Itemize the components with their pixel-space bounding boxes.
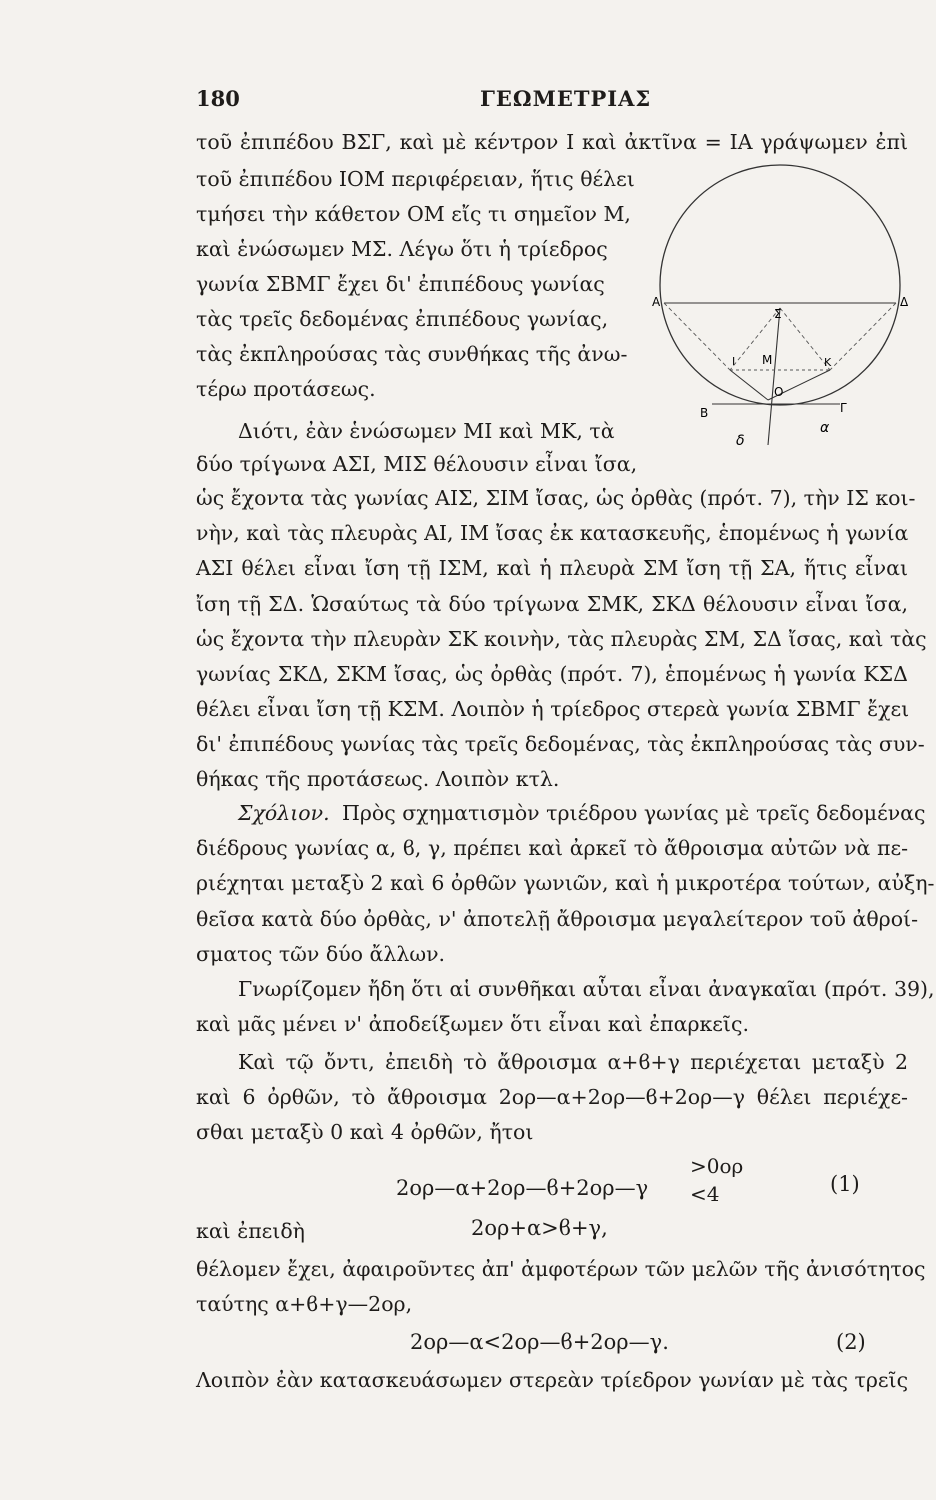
text-line: σματος τῶν δύο ἄλλων.	[196, 942, 446, 966]
text-line: δύο τρίγωνα ΑΣΙ, ΜΙΣ θέλουσιν εἶναι ἴσα,	[196, 452, 638, 476]
text-line: τμήσει τὴν κάθετον ΟΜ εἴς τι σημεῖον Μ,	[196, 202, 631, 226]
label-alpha: α	[820, 420, 830, 436]
text-line: καὶ ἐπειδὴ	[196, 1219, 305, 1243]
geometric-figure	[650, 160, 910, 460]
text-line: ἴση τῇ ΣΔ. Ὡσαύτως τὰ δύο τρίγωνα ΣΜΚ, ΣΚΔ θέλουσιν εἶναι ἴσα,	[196, 592, 908, 616]
text-line: ΑΣΙ θέλει εἶναι ἴση τῇ ΙΣΜ, καὶ ἡ πλευρὰ ΣΜ ἴση τῇ ΣΑ, ἥτις εἶναι	[196, 556, 908, 580]
equation-1-upper: >0ορ	[690, 1154, 744, 1178]
vertical-line	[768, 308, 780, 445]
circle	[660, 165, 900, 405]
text-line: σθαι μεταξὺ 0 καὶ 4 ὀρθῶν, ἤτοι	[196, 1120, 534, 1144]
text-line: νὴν, καὶ τὰς πλευρὰς ΑΙ, ΙΜ ἴσας ἐκ κατασκευῆς, ἑπομένως ἡ γωνία	[196, 521, 909, 545]
text-line: τὰς ἐκπληρούσας τὰς συνθήκας τῆς ἀνω-	[196, 342, 628, 366]
dashed-line	[664, 303, 730, 370]
text-line: ὡς ἔχοντα τὴν πλευρὰν ΣΚ κοινὴν, τὰς πλευρὰς ΣΜ, ΣΔ ἴσας, καὶ τὰς	[196, 627, 927, 651]
scholion-label: Σχόλιον.	[238, 801, 330, 825]
text-line: τοῦ ἐπιπέδου ΙΟΜ περιφέρειαν, ἥτις θέλει	[196, 167, 635, 191]
text-line: θεῖσα κατὰ δύο ὀρθὰς, ν' ἀποτελῇ ἄθροισμα μεγαλείτερον τοῦ ἀθροί-	[196, 907, 919, 931]
text-line: ταύτης α+ϐ+γ—2ορ,	[196, 1292, 413, 1316]
text-line: θήκας τῆς προτάσεως. Λοιπὸν κτλ.	[196, 767, 560, 791]
text-line: ριέχηται μεταξὺ 2 καὶ 6 ὀρθῶν γωνιῶν, καὶ ἡ μικροτέρα τούτων, αὐξη-	[196, 871, 935, 895]
dashed-line	[730, 308, 780, 370]
page-number: 180	[196, 86, 240, 111]
text-line: διέδρους γωνίας α, ϐ, γ, πρέπει καὶ ἀρκεῖ τὸ ἄθροισμα αὐτῶν νὰ πε-	[196, 836, 908, 860]
label-delta: δ	[736, 433, 745, 449]
text-line: Πρὸς σχηματισμὸν τριέδρου γωνίας μὲ τρεῖς δεδομένας	[342, 801, 926, 825]
text-line: τὰς τρεῖς δεδομένας ἐπιπέδους γωνίας,	[196, 307, 609, 331]
text-line: Καὶ τῷ ὄντι, ἐπειδὴ τὸ ἄθροισμα α+ϐ+γ περιέχεται μεταξὺ 2	[238, 1050, 908, 1074]
text-line: καὶ ἑνώσωμεν ΜΣ. Λέγω ὅτι ἡ τρίεδρος	[196, 237, 608, 261]
label-i: Ι	[732, 355, 736, 368]
text-line: γωνία ΣΒΜΓ ἔχει δι' ἐπιπέδους γωνίας	[196, 272, 605, 296]
text-line: Λοιπὸν ἐὰν κατασκευάσωμεν στερεὰν τρίεδρον γωνίαν μὲ τὰς τρεῖς	[196, 1368, 909, 1392]
equation-1-number: (1)	[830, 1172, 860, 1196]
text-line: γωνίας ΣΚΔ, ΣΚΜ ἴσας, ὡς ὀρθὰς (πρότ. 7), ἑπομένως ἡ γωνία ΚΣΔ	[196, 662, 908, 686]
label-m: Μ	[762, 353, 773, 367]
text-line: καὶ μᾶς μένει ν' ἀποδείξωμεν ὅτι εἶναι καὶ ἐπαρκεῖς.	[196, 1012, 749, 1036]
dashed-line	[830, 303, 896, 370]
label-g: Γ	[840, 401, 847, 415]
text-line: δι' ἐπιπέδους γωνίας τὰς τρεῖς δεδομένας, τὰς ἐκπληρούσας τὰς συν-	[196, 732, 925, 756]
text-line: θέλει εἶναι ἴση τῇ ΚΣΜ. Λοιπὸν ἡ τρίεδρος στερεὰ γωνία ΣΒΜΓ ἔχει	[196, 697, 910, 721]
running-title: ΓΕΩΜΕΤΡΙΑΣ	[480, 86, 652, 111]
equation-1-lower: <4	[690, 1182, 720, 1206]
label-k: Κ	[824, 356, 832, 369]
label-a: Α	[652, 295, 661, 309]
text-line: Γνωρίζομεν ἤδη ὅτι αἱ συνθῆκαι αὗται εἶναι ἀναγκαῖαι (πρότ. 39),	[238, 977, 935, 1001]
text-line: καὶ 6 ὀρθῶν, τὸ ἄθροισμα 2ορ—α+2ορ—ϐ+2ορ—γ θέλει περιέχε-	[196, 1085, 908, 1109]
equation-2: 2ορ—α<2ορ—ϐ+2ορ—γ.	[410, 1330, 669, 1354]
label-d: Δ	[900, 295, 909, 309]
equation-1-left: 2ορ—α+2ορ—ϐ+2ορ—γ	[396, 1176, 649, 1200]
label-b: Β	[700, 406, 709, 420]
text-line: ὡς ἔχοντα τὰς γωνίας ΑΙΣ, ΣΙΜ ἴσας, ὡς ὀρθὰς (πρότ. 7), τὴν ΙΣ κοι-	[196, 486, 916, 510]
label-s: Σ	[774, 307, 782, 321]
equation-2-number: (2)	[836, 1330, 866, 1354]
dashed-line	[780, 308, 830, 370]
segment	[730, 370, 768, 400]
text-line: τέρω προτάσεως.	[196, 377, 376, 401]
text-line: τοῦ ἐπιπέδου ΒΣΓ, καὶ μὲ κέντρον Ι καὶ ἀκτῖνα = ΙΑ γράψωμεν ἐπὶ	[196, 130, 908, 154]
text-line: θέλομεν ἔχει, ἀφαιροῦντες ἀπ' ἀμφοτέρων τῶν μελῶν τῆς ἀνισότητος	[196, 1257, 926, 1281]
text-line: Διότι, ἐὰν ἑνώσωμεν ΜΙ καὶ ΜΚ, τὰ	[238, 419, 615, 443]
label-o: Ο	[774, 385, 784, 399]
equation-inline: 2ορ+α>ϐ+γ,	[471, 1216, 608, 1240]
